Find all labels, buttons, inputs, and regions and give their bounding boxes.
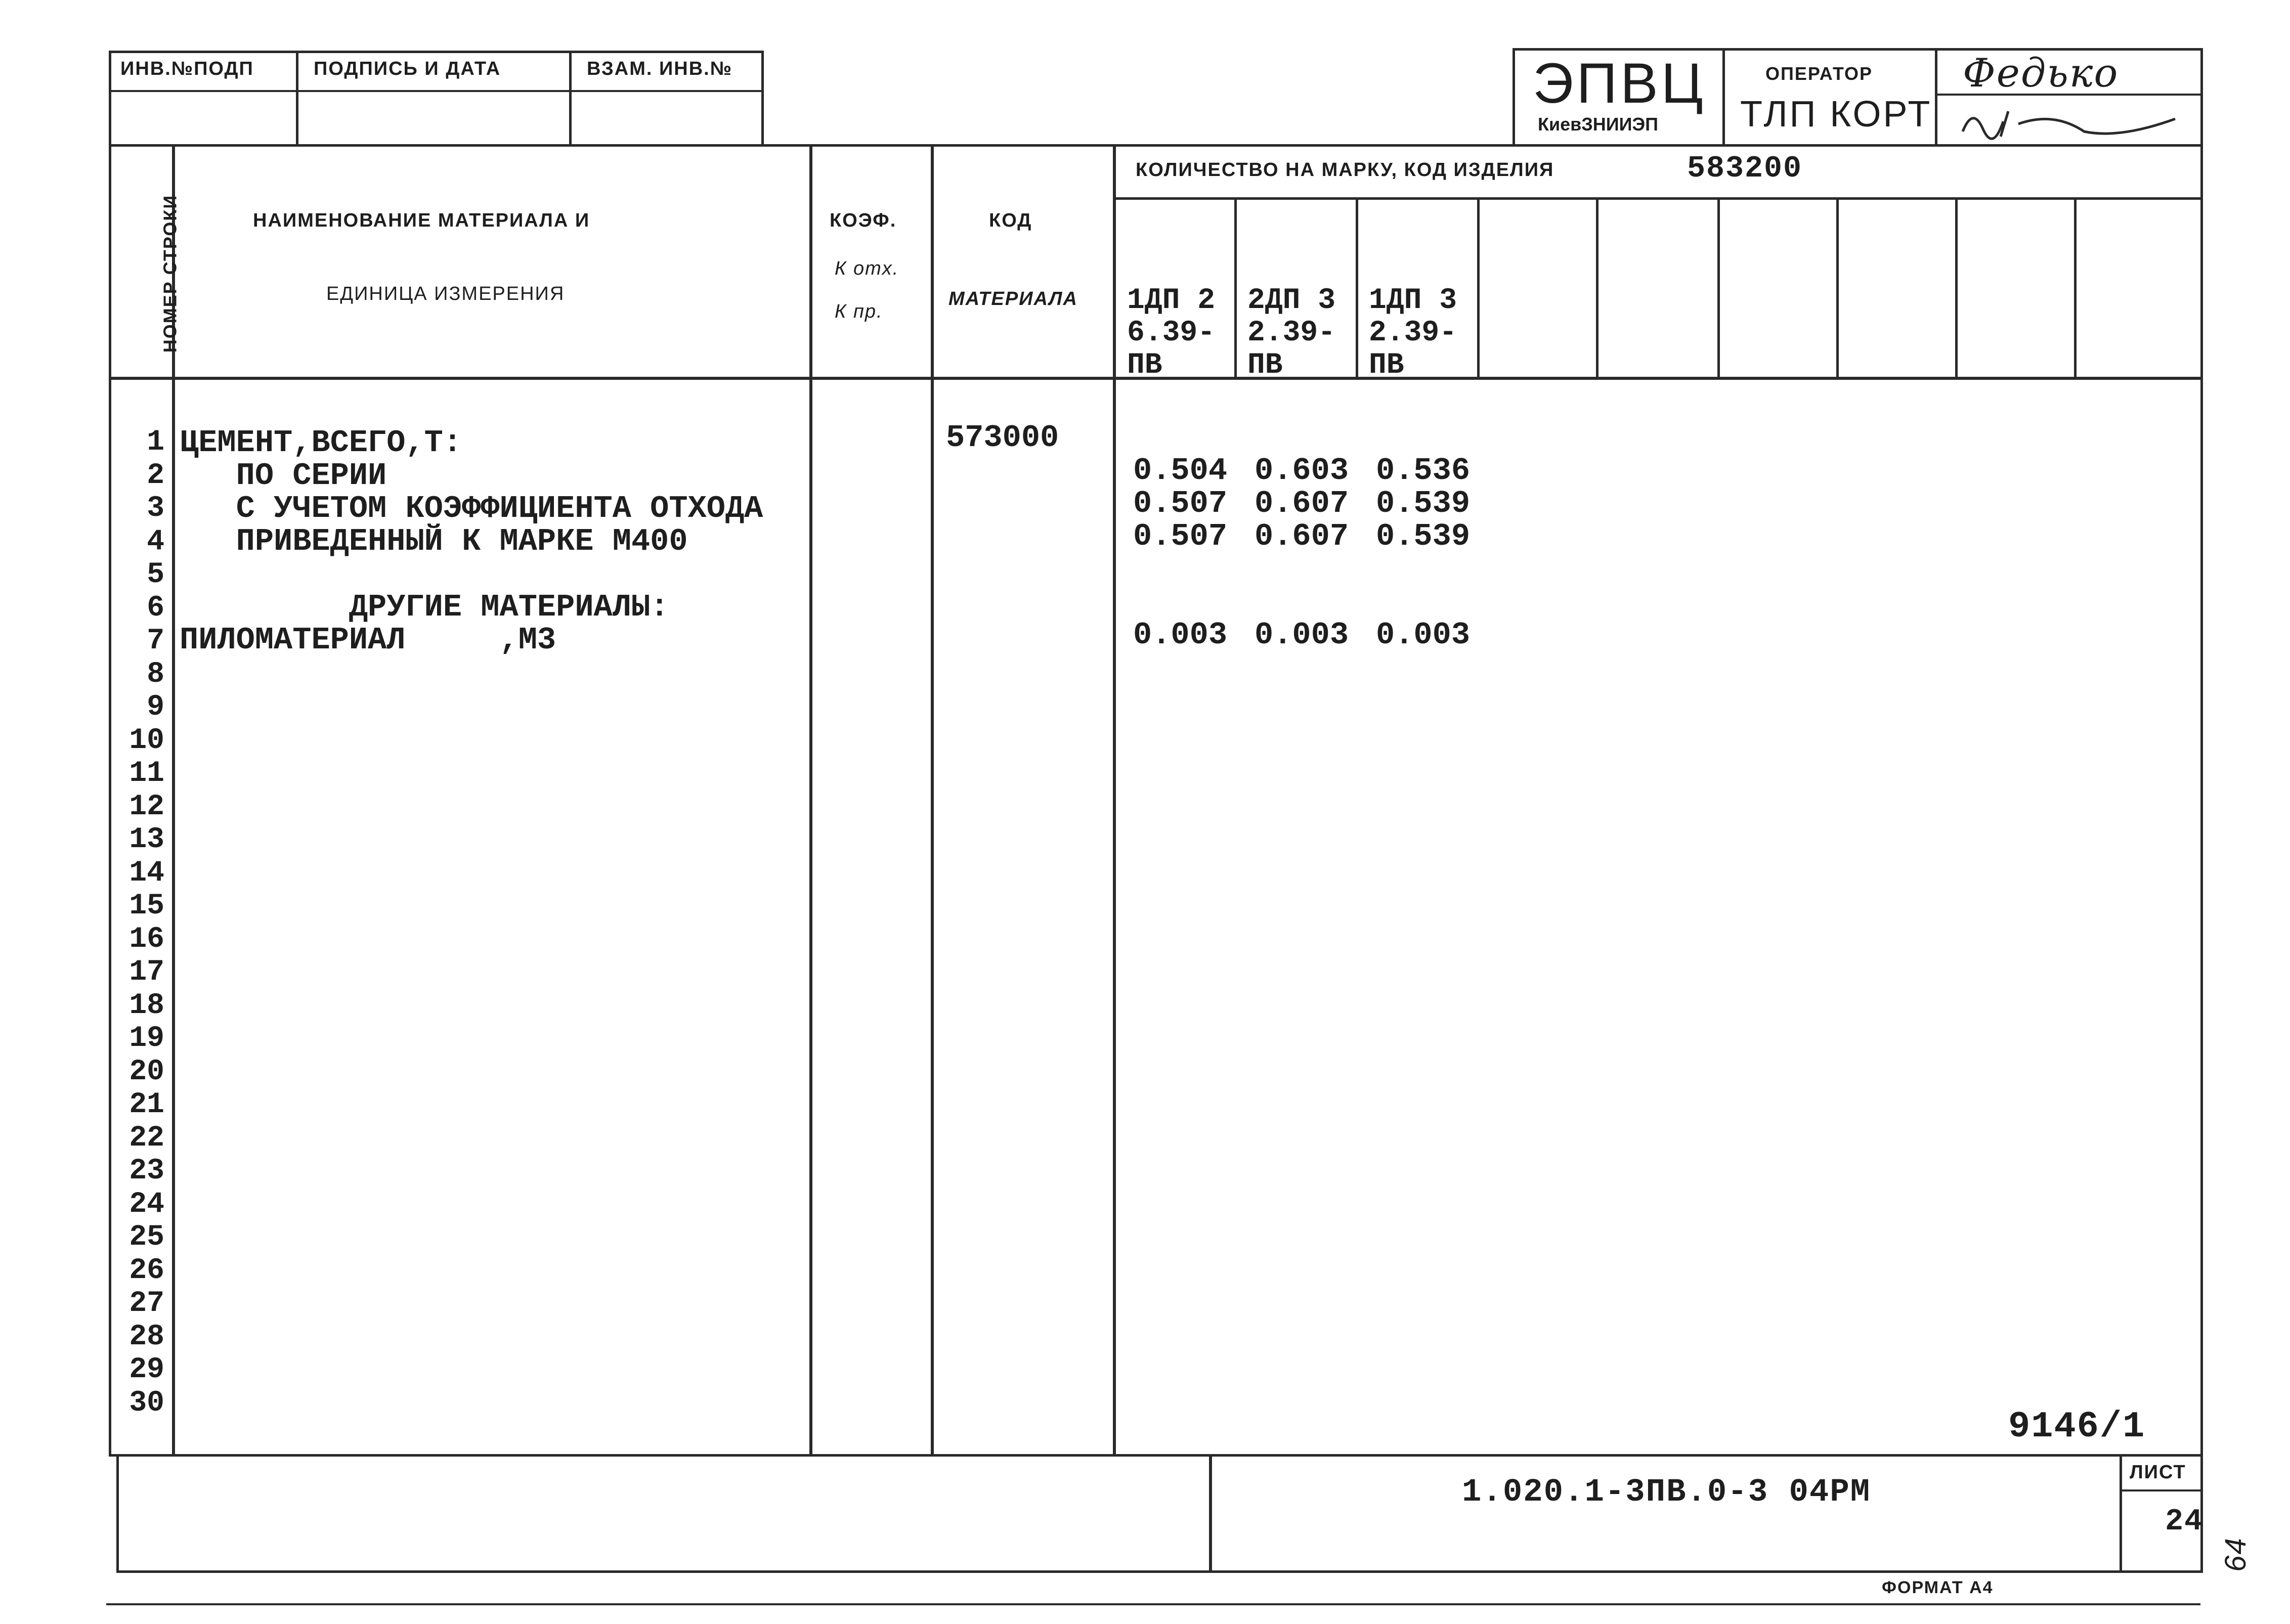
designation: 1.020.1-3ПВ.0-3 04РМ	[1462, 1474, 1871, 1511]
row-7-name: ПИЛОМАТЕРИАЛ ,М3	[180, 622, 556, 658]
value-r3-c2: 0.607	[1255, 486, 1349, 521]
format-label: ФОРМАТ А4	[1882, 1578, 1994, 1597]
org-name: ЭПВЦ	[1533, 52, 1706, 115]
mark-header-1: 1ДП 2 6.39- ПВ	[1127, 284, 1216, 382]
row-number: 28	[129, 1320, 164, 1353]
row-number: 27	[129, 1287, 164, 1320]
title-block	[116, 1454, 2203, 1573]
mark-header-3: 1ДП 3 2.39- ПВ	[1369, 284, 1457, 382]
dept-label: ТЛП КОРТ	[1740, 94, 1932, 135]
row-number: 2	[147, 459, 164, 492]
row-number: 15	[129, 890, 164, 923]
sign-date-label: ПОДПИСЬ И ДАТА	[314, 58, 501, 79]
operator-name: Федько	[1963, 51, 2119, 96]
row-number: 4	[147, 525, 164, 558]
row-number: 5	[147, 558, 164, 591]
signature	[1953, 101, 2185, 144]
value-r3-c3: 0.539	[1376, 486, 1471, 521]
doc-number: 9146/1	[2008, 1406, 2146, 1447]
row-number: 29	[129, 1353, 164, 1386]
row-number: 20	[129, 1055, 164, 1088]
value-r2-c1: 0.504	[1133, 453, 1228, 489]
value-r4-c1: 0.507	[1133, 518, 1228, 554]
row-number: 23	[129, 1155, 164, 1188]
row-3-name: С УЧЕТОМ КОЭФФИЦИЕНТА ОТХОДА	[180, 491, 763, 526]
sheet-number: 24	[2165, 1505, 2204, 1539]
row-number-label: НОМЕР СТРОКИ	[159, 194, 181, 353]
row-2-name: ПО СЕРИИ	[180, 458, 387, 494]
row-number: 22	[129, 1121, 164, 1155]
code-label: КОД	[989, 210, 1032, 231]
inv-label: ИНВ.№ПОДП	[120, 58, 254, 79]
margin-number: 64	[2219, 1537, 2252, 1572]
value-r2-c3: 0.536	[1376, 453, 1471, 489]
row-number: 13	[129, 823, 164, 856]
row-number: 12	[129, 790, 164, 823]
row-number: 19	[129, 1022, 164, 1055]
row-number: 3	[147, 492, 164, 525]
row-4-name: ПРИВЕДЕННЫЙ К МАРКЕ М400	[180, 523, 688, 559]
row-number: 30	[129, 1386, 164, 1420]
row-number: 8	[147, 657, 164, 691]
row-number: 16	[129, 923, 164, 956]
row-number: 7	[147, 625, 164, 657]
value-r4-c3: 0.539	[1376, 518, 1471, 554]
row-1-code: 573000	[946, 420, 1059, 456]
mark-header-2: 2ДП 3 2.39- ПВ	[1247, 284, 1336, 382]
row-number: 1	[147, 426, 164, 459]
row-number: 21	[129, 1088, 164, 1121]
row-number: 25	[129, 1221, 164, 1254]
row-6-name: ДРУГИЕ МАТЕРИАЛЫ:	[180, 589, 669, 625]
operator-label: ОПЕРАТОР	[1765, 63, 1873, 84]
value-r2-c2: 0.603	[1255, 453, 1349, 489]
value-r7-c2: 0.003	[1255, 617, 1349, 653]
replace-label: ВЗАМ. ИНВ.№	[587, 58, 733, 79]
org-subname: КиевЗНИИЭП	[1538, 114, 1659, 135]
row-number: 9	[147, 691, 164, 724]
material-name-label-1: НАИМЕНОВАНИЕ МАТЕРИАЛА И	[253, 210, 590, 231]
row-number: 14	[129, 856, 164, 890]
coef-k-otx: К отх.	[835, 258, 899, 279]
row-number: 6	[147, 591, 164, 625]
value-r4-c2: 0.607	[1255, 518, 1349, 554]
value-r7-c1: 0.003	[1133, 617, 1228, 653]
material-name-label-2: ЕДИНИЦА ИЗМЕРЕНИЯ	[326, 283, 565, 304]
code-label-2: МАТЕРИАЛА	[948, 288, 1078, 310]
row-1-name: ЦЕМЕНТ,ВСЕГО,Т:	[180, 425, 462, 461]
row-number: 18	[129, 989, 164, 1022]
value-r7-c3: 0.003	[1376, 617, 1471, 653]
row-number: 11	[129, 757, 164, 790]
row-number: 26	[129, 1254, 164, 1287]
value-r3-c1: 0.507	[1133, 486, 1228, 521]
coef-label: КОЭФ.	[830, 210, 897, 231]
row-number: 24	[129, 1188, 164, 1221]
sheet-label: ЛИСТ	[2130, 1462, 2186, 1483]
row-number: 17	[129, 956, 164, 989]
row-number: 10	[129, 724, 164, 757]
product-code: 583200	[1687, 152, 1803, 186]
qty-label: КОЛИЧЕСТВО НА МАРКУ, КОД ИЗДЕЛИЯ	[1136, 159, 1554, 181]
coef-k-pr: К пр.	[835, 301, 883, 322]
